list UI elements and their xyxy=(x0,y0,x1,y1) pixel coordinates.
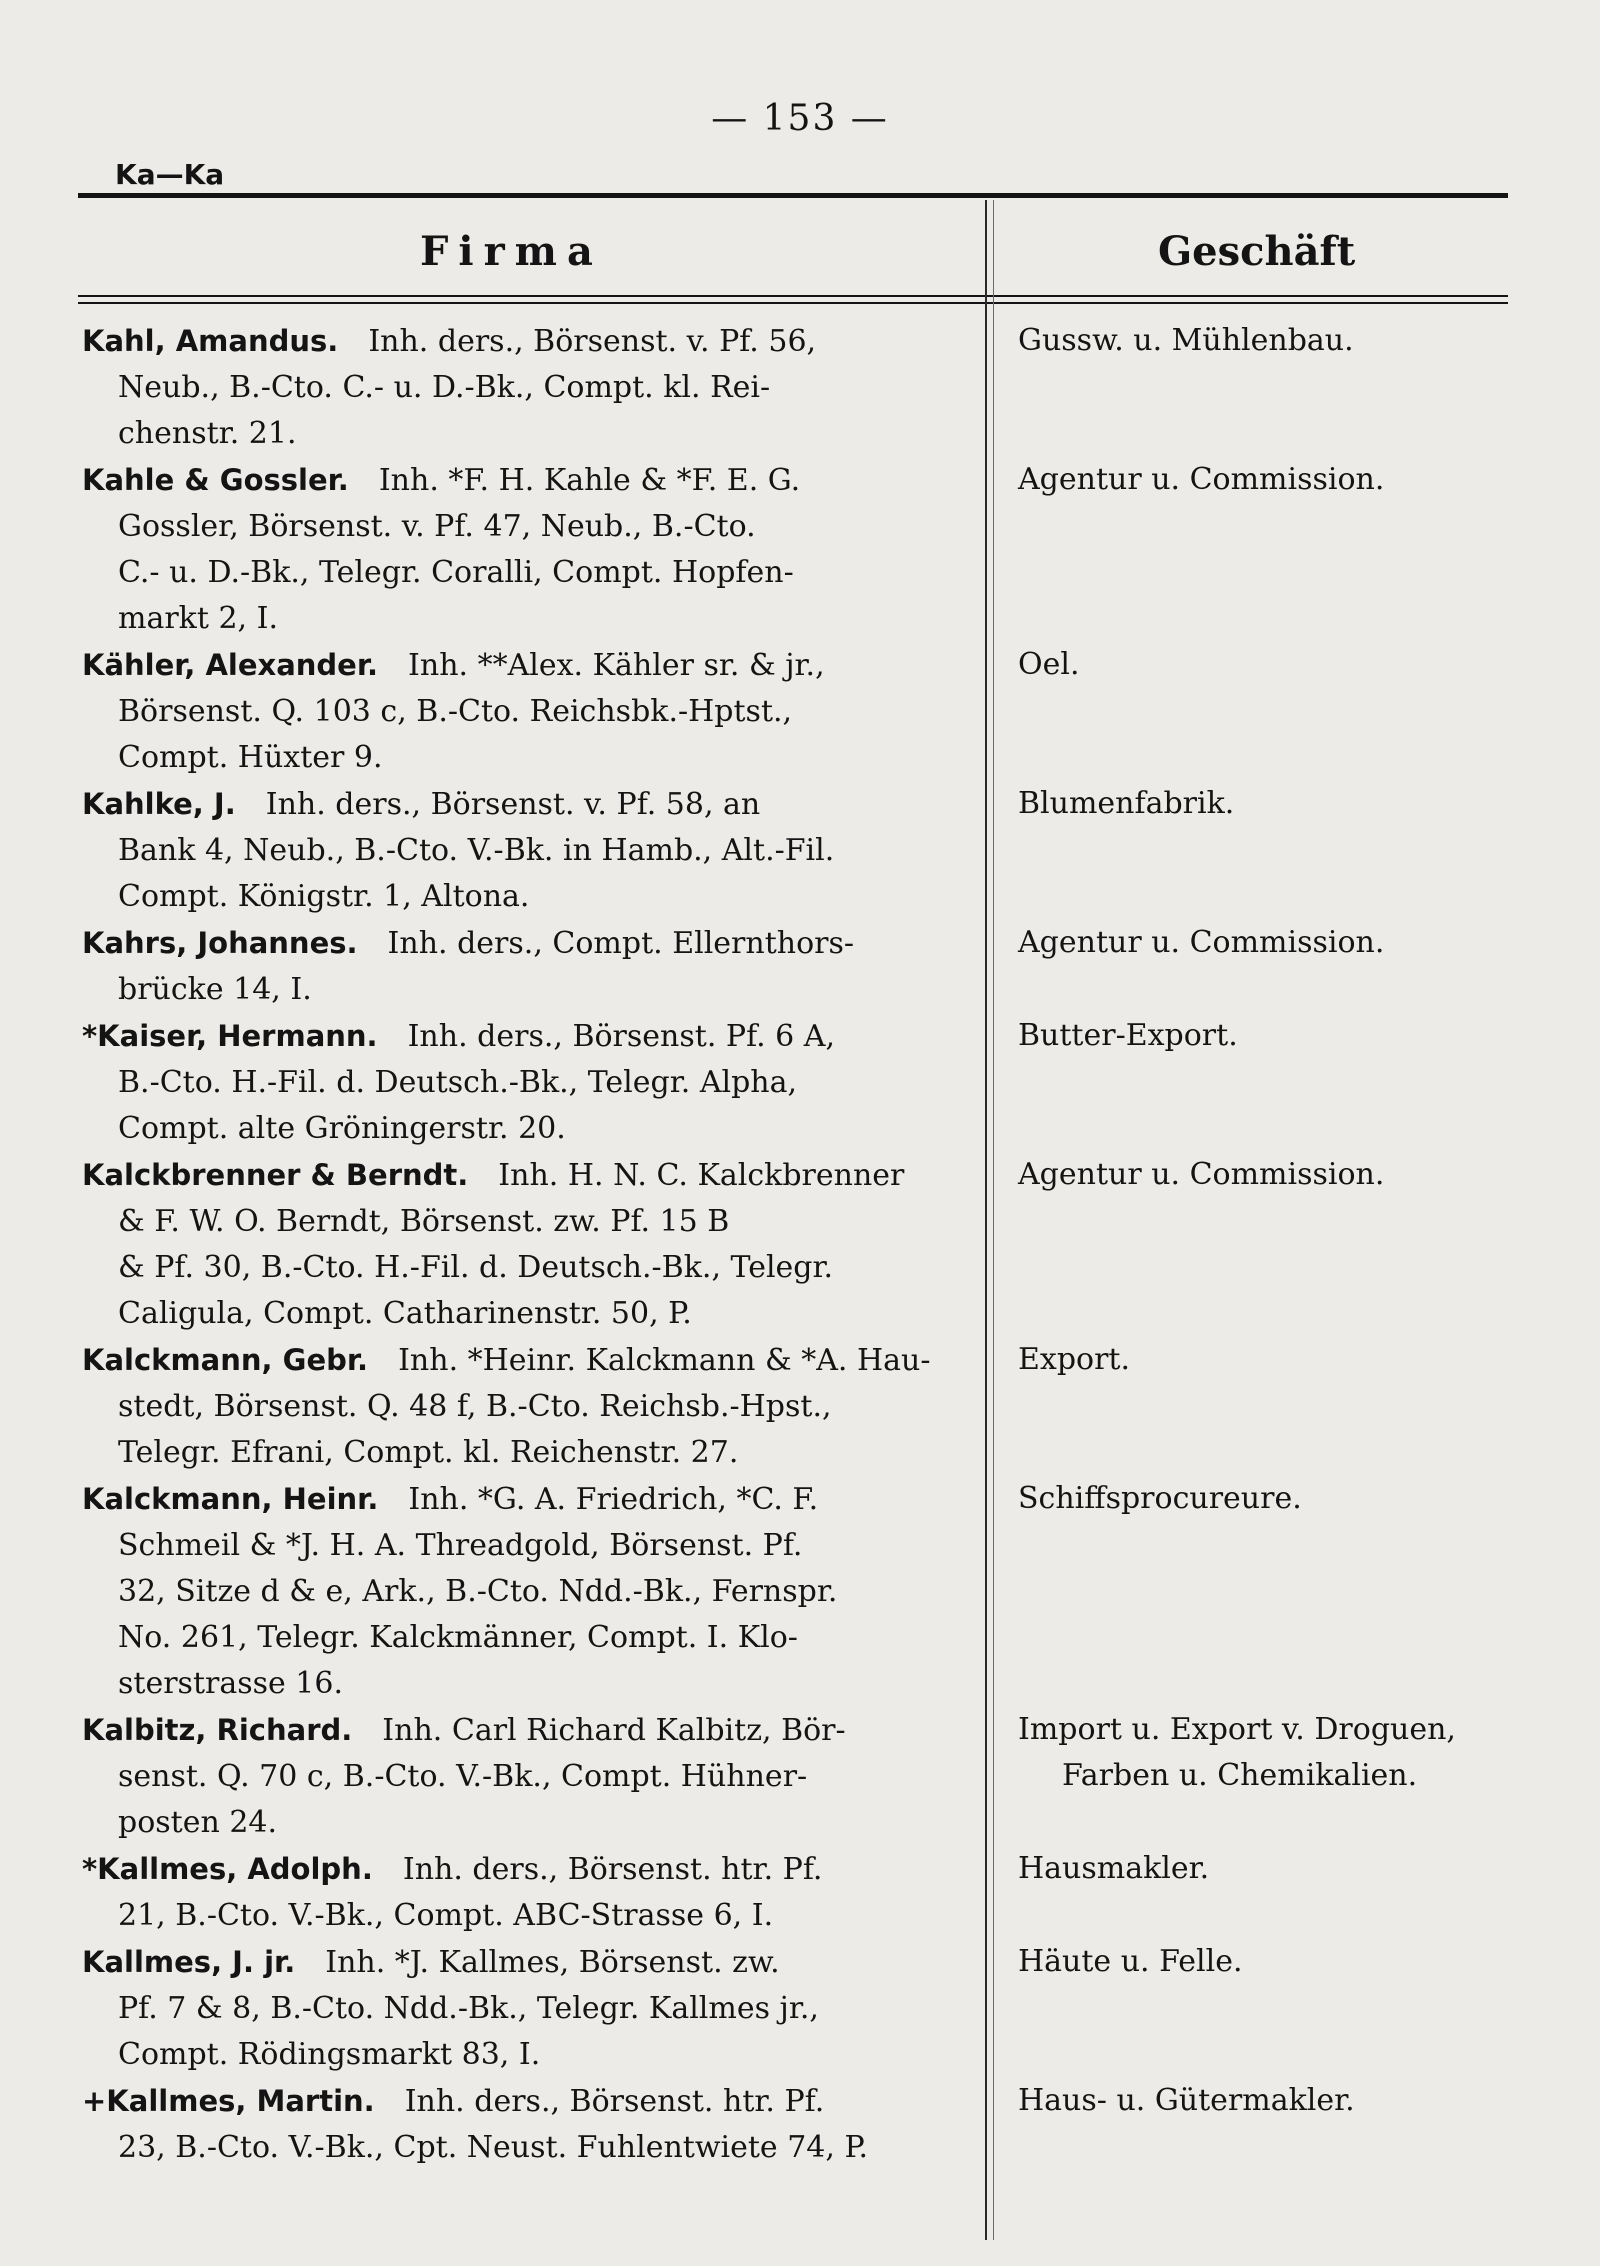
header-rule-lower xyxy=(78,302,1508,304)
entry-text: Inh. *G. A. Friedrich, *C. F. xyxy=(408,1482,819,1517)
entry-geschaeft xyxy=(1018,642,1538,688)
entry-firma xyxy=(82,1013,950,1152)
entry-line xyxy=(82,735,950,781)
entry-text: Inh. *J. Kallmes, Börsenst. zw. xyxy=(325,1945,780,1980)
entry-name: Kalckmann, Heinr. xyxy=(82,1482,379,1516)
column-divider xyxy=(985,200,987,2240)
entry-business: Export. xyxy=(1018,1342,1131,1377)
top-rule xyxy=(78,193,1508,198)
entry-line xyxy=(82,2078,950,2125)
entry-business: Gussw. u. Mühlenbau. xyxy=(1018,323,1354,358)
entry-text: Börsenst. Q. 103 c, B.-Cto. Reichsbk.-Hptst., xyxy=(118,694,793,729)
entry-text: Inh. *F. H. Kahle & *F. E. G. xyxy=(378,463,801,498)
column-header-geschaeft: Geschäft xyxy=(1158,228,1356,275)
entry-text: No. 261, Telegr. Kalckmänner, Compt. I. Klo- xyxy=(118,1620,798,1655)
header-rule-upper xyxy=(78,295,1508,297)
entry-line xyxy=(82,504,950,550)
entry-line xyxy=(82,1199,950,1245)
entry-line xyxy=(82,1707,950,1754)
entry-line xyxy=(82,967,950,1013)
entry-line xyxy=(82,1754,950,1800)
entry-line xyxy=(82,1615,950,1661)
entry-business: Häute u. Felle. xyxy=(1018,1944,1243,1979)
entry-line xyxy=(82,1523,950,1569)
entry-text: Inh. **Alex. Kähler sr. & jr., xyxy=(408,648,825,683)
entry-name: *Kallmes, Adolph. xyxy=(82,1852,373,1886)
entry-name: Kalckbrenner & Berndt. xyxy=(82,1158,469,1192)
entry-business: Hausmakler. xyxy=(1018,1851,1210,1886)
entry-geschaeft xyxy=(1018,2078,1538,2124)
entry-business: Schiffsprocureure. xyxy=(1018,1481,1302,1516)
entry-business: Import u. Export v. Droguen, xyxy=(1018,1712,1456,1747)
column-header-firma: Firma xyxy=(420,228,603,275)
entry-text: Compt. alte Gröningerstr. 20. xyxy=(118,1111,566,1146)
page-number: — 153 — xyxy=(711,98,889,139)
entry-line xyxy=(82,1106,950,1152)
entry-name: Kähler, Alexander. xyxy=(82,648,379,682)
entry-text: Caligula, Compt. Catharinenstr. 50, P. xyxy=(118,1296,692,1331)
entry-text: posten 24. xyxy=(118,1805,278,1840)
entry-geschaeft xyxy=(1018,1152,1538,1198)
entry-name: Kahrs, Johannes. xyxy=(82,926,358,960)
entry-line xyxy=(82,411,950,457)
entry-text: Compt. Königstr. 1, Altona. xyxy=(118,879,530,914)
entry-text: Schmeil & *J. H. A. Threadgold, Börsenst. Pf. xyxy=(118,1528,803,1563)
entry-geschaeft xyxy=(1018,318,1538,364)
entry-name: Kahlke, J. xyxy=(82,787,236,821)
entry-line xyxy=(82,1893,950,1939)
entry-text: stedt, Börsenst. Q. 48 f, B.-Cto. Reichsb.-Hpst., xyxy=(118,1389,832,1424)
entry-text: Inh. ders., Börsenst. v. Pf. 56, xyxy=(368,324,817,359)
entry-line xyxy=(82,1661,950,1707)
entry-text: Inh. ders., Börsenst. v. Pf. 58, an xyxy=(265,787,761,822)
column-divider-secondary xyxy=(993,200,994,2240)
entry-name: Kalbitz, Richard. xyxy=(82,1713,353,1747)
entry-line xyxy=(82,874,950,920)
entry-geschaeft xyxy=(1018,1013,1538,1059)
entry-business: Haus- u. Gütermakler. xyxy=(1018,2083,1355,2118)
entry-line xyxy=(82,1060,950,1106)
entry-text: & Pf. 30, B.-Cto. H.-Fil. d. Deutsch.-Bk., Telegr. xyxy=(118,1250,834,1285)
entry-geschaeft xyxy=(1018,1337,1538,1383)
entry-business: Blumenfabrik. xyxy=(1018,786,1235,821)
entry-firma xyxy=(82,1846,950,1939)
entry-line xyxy=(82,781,950,828)
entry-text: Inh. ders., Compt. Ellernthors- xyxy=(387,926,855,961)
entry-text: sterstrasse 16. xyxy=(118,1666,344,1701)
entry-line xyxy=(82,596,950,642)
entry-line xyxy=(82,1245,950,1291)
entry-line xyxy=(82,1152,950,1199)
entry-geschaeft xyxy=(1018,1476,1538,1522)
entry-firma xyxy=(82,920,950,1013)
entry-line xyxy=(82,1384,950,1430)
entry-business: Agentur u. Commission. xyxy=(1018,1157,1385,1192)
entry-text: 23, B.-Cto. V.-Bk., Cpt. Neust. Fuhlentwiete 74, P. xyxy=(118,2130,869,2165)
entry-business: Oel. xyxy=(1018,647,1080,682)
entry-text: senst. Q. 70 c, B.-Cto. V.-Bk., Compt. Hühner- xyxy=(118,1759,808,1794)
entry-text: Inh. ders., Börsenst. Pf. 6 A, xyxy=(407,1019,836,1054)
entry-name: *Kaiser, Hermann. xyxy=(82,1019,378,1053)
entry-text: 21, B.-Cto. V.-Bk., Compt. ABC-Strasse 6, I. xyxy=(118,1898,774,1933)
entry-line xyxy=(82,1291,950,1337)
entry-text: markt 2, I. xyxy=(118,601,278,636)
entry-line xyxy=(82,642,950,689)
running-head: Ka—Ka xyxy=(115,158,225,191)
entry-line xyxy=(82,1476,950,1523)
entry-text: Inh. ders., Börsenst. htr. Pf. xyxy=(404,2084,825,2119)
entry-text: 32, Sitze d & e, Ark., B.-Cto. Ndd.-Bk., Fernspr. xyxy=(118,1574,838,1609)
entry-line xyxy=(82,1569,950,1615)
entry-firma xyxy=(82,1476,950,1707)
entry-name: +Kallmes, Martin. xyxy=(82,2084,375,2118)
entry-line xyxy=(82,1013,950,1060)
entry-firma xyxy=(82,1707,950,1846)
entry-firma xyxy=(82,2078,950,2171)
entry-line xyxy=(82,828,950,874)
entry-firma xyxy=(82,457,950,642)
entry-line xyxy=(82,365,950,411)
entry-text: Bank 4, Neub., B.-Cto. V.-Bk. in Hamb., Alt.-Fil. xyxy=(118,833,835,868)
entry-line xyxy=(82,2125,950,2171)
entry-business: Farben u. Chemikalien. xyxy=(1062,1758,1418,1793)
entry-line xyxy=(82,457,950,504)
entry-line xyxy=(82,1986,950,2032)
entry-geschaeft xyxy=(1018,1707,1538,1799)
entry-firma xyxy=(82,1939,950,2078)
entry-line xyxy=(82,2032,950,2078)
entry-text: brücke 14, I. xyxy=(118,972,312,1007)
entry-firma xyxy=(82,1152,950,1337)
entry-name: Kallmes, J. jr. xyxy=(82,1945,296,1979)
entry-firma xyxy=(82,1337,950,1476)
entry-geschaeft xyxy=(1018,781,1538,827)
entry-text: Inh. Carl Richard Kalbitz, Bör- xyxy=(382,1713,846,1748)
entry-line xyxy=(82,1337,950,1384)
entry-firma xyxy=(82,781,950,920)
entry-text: B.-Cto. H.-Fil. d. Deutsch.-Bk., Telegr. Alpha, xyxy=(118,1065,798,1100)
entry-line xyxy=(82,1430,950,1476)
entry-line xyxy=(82,1939,950,1986)
entry-text: C.- u. D.-Bk., Telegr. Coralli, Compt. Hopfen- xyxy=(118,555,794,590)
entry-text: Pf. 7 & 8, B.-Cto. Ndd.-Bk., Telegr. Kallmes jr., xyxy=(118,1991,819,2026)
entry-line xyxy=(82,689,950,735)
entry-firma xyxy=(82,642,950,781)
entry-text: Compt. Rödingsmarkt 83, I. xyxy=(118,2037,541,2072)
entry-name: Kalckmann, Gebr. xyxy=(82,1343,369,1377)
entry-text: Inh. H. N. C. Kalckbrenner xyxy=(498,1158,905,1193)
entry-text: Telegr. Efrani, Compt. kl. Reichenstr. 27. xyxy=(118,1435,739,1470)
entry-text: chenstr. 21. xyxy=(118,416,297,451)
entry-line xyxy=(82,1800,950,1846)
entry-business: Agentur u. Commission. xyxy=(1018,462,1385,497)
entry-geschaeft xyxy=(1018,1939,1538,1985)
entry-line xyxy=(82,1846,950,1893)
entry-text: Inh. *Heinr. Kalckmann & *A. Hau- xyxy=(398,1343,931,1378)
entry-name: Kahl, Amandus. xyxy=(82,324,339,358)
entry-line xyxy=(82,550,950,596)
entry-text: Gossler, Börsenst. v. Pf. 47, Neub., B.-Cto. xyxy=(118,509,756,544)
entry-text: Compt. Hüxter 9. xyxy=(118,740,383,775)
entry-line xyxy=(82,318,950,365)
entry-business: Agentur u. Commission. xyxy=(1018,925,1385,960)
entry-geschaeft xyxy=(1018,457,1538,503)
entry-text: & F. W. O. Berndt, Börsenst. zw. Pf. 15 B xyxy=(118,1204,730,1239)
entry-business: Butter-Export. xyxy=(1018,1018,1238,1053)
entry-text: Inh. ders., Börsenst. htr. Pf. xyxy=(402,1852,823,1887)
entry-name: Kahle & Gossler. xyxy=(82,463,349,497)
entry-text: Neub., B.-Cto. C.- u. D.-Bk., Compt. kl. Rei- xyxy=(118,370,771,405)
entry-firma xyxy=(82,318,950,457)
entry-geschaeft xyxy=(1018,920,1538,966)
entry-geschaeft xyxy=(1018,1846,1538,1892)
entry-line xyxy=(82,920,950,967)
